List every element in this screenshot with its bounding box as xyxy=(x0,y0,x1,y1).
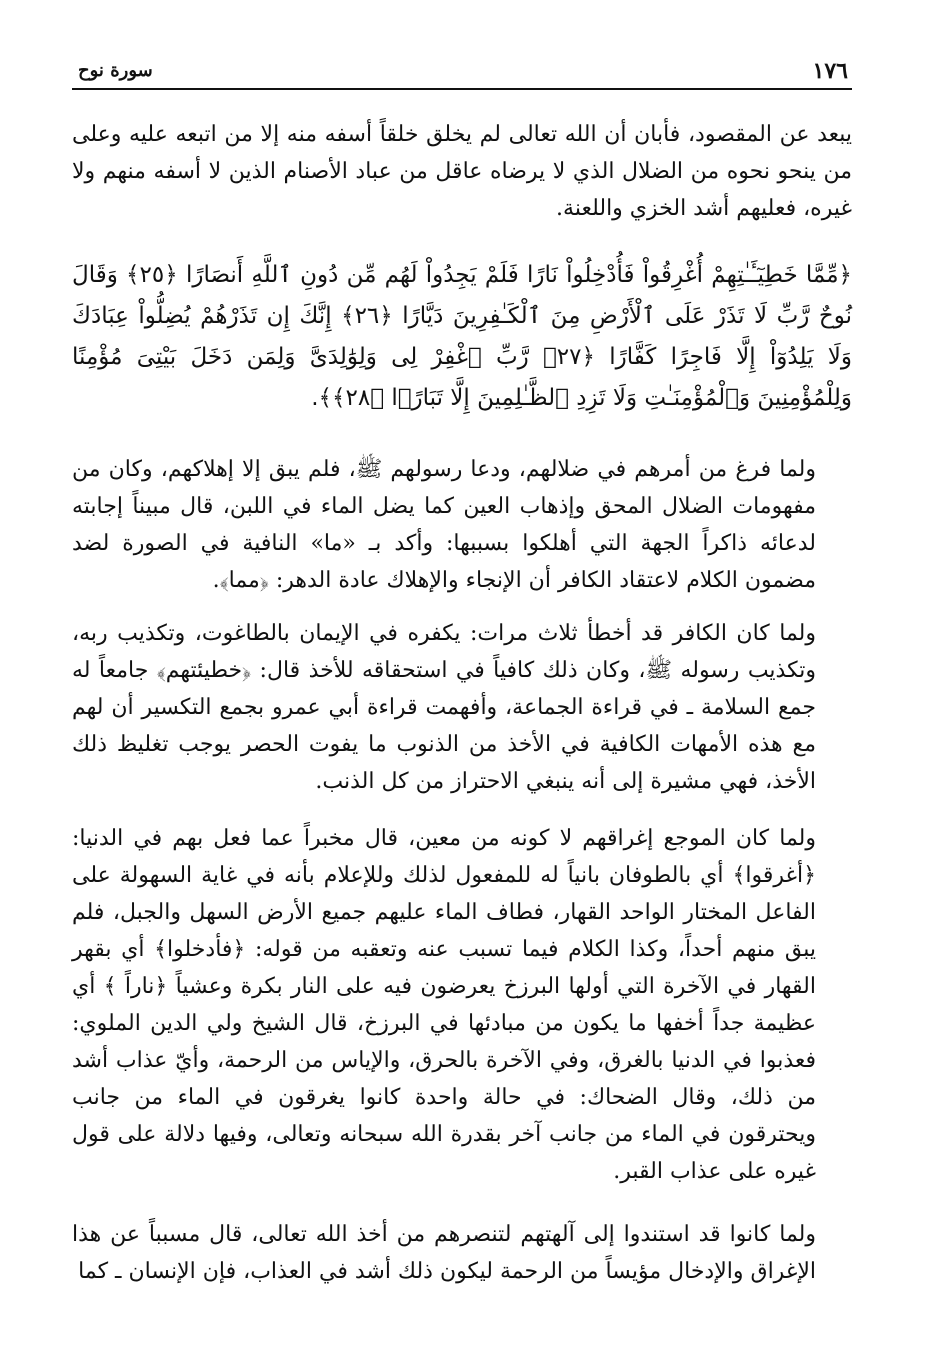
paragraph-intro: يبعد عن المقصود، فأبان أن الله تعالى لم يخلق خلقاً أسفه منه إلا من اتبعه عليه وعلى من ينحو نحوه من الضلال الذي لا يرضاه عاقل من عباد الأصنام الذين لا أسفه منهم ولا غيره، فعليهم أشد الخزي واللعنة. xyxy=(72,122,852,221)
paragraph-commentary-3: ولما كان الموجع إغراقهم لا كونه من معين، قال مخبراً عما فعل بهم في الدنيا: ﴿أغرقوا﴾ أي بالطوفان بانياً له للمفعول لذلك وللإعلام بأنه في غاية السهولة على الفاعل المختار الواحد القهار، فطاف الماء عليهم جميع الأرض السهل والجبل، فلم يبق منهم أحداً، وكذا الكلام فيما تسبب عنه وتعقبه من قوله: ﴿فأدخلوا﴾ أي بقهر القهار في الآخرة التي أولها البرزخ يعرضون فيه على النار بكرة وعشياً ﴿ناراً ﴾ أي عظيمة جداً أخفها ما يكون من مبادئها في البرزخ، قال الشيخ ولي الدين الملوي: فعذبوا في الدنيا بالغرق، وفي الآخرة بالحرق، والإياس من الرحمة، وأيّ عذاب أشد من ذلك، وقال الضحاك: في حالة واحدة كانوا يغرقون في الماء من جانب ويحترقون في الماء من جانب آخر بقدرة الله سبحانه وتعالى، وفيها دلالة على قول غيره على عذاب القبر. xyxy=(72,826,816,1184)
paragraph-commentary-1: ولما فرغ من أمرهم في ضلالهم، ودعا رسولهم ﷺ، فلم يبق إلا إهلاكهم، وكان من مفهومات الضلال المحق وإذهاب العين كما يضل الماء في اللبن، قال مبيناً إجابته لدعائه ذاكراً الجهة التي أهلكوا بسببها: وأكد بـ «ما» النافية في الصورة لضد مضمون الكلام لاعتقاد الكافر أن الإنجاء والإهلاك عادة الدهر: ﴿مما﴾. xyxy=(72,457,816,593)
page-header xyxy=(72,48,852,90)
paragraph-commentary-2: ولما كان الكافر قد أخطأ ثلاث مرات: يكفره في الإيمان بالطاغوت، وتكذيب ربه، وتكذيب رسوله ﷺ، وكان ذلك كافياً في استحقاقه للأخذ قال: ﴿خطيئتهم﴾ جامعاً له جمع السلامة ـ في قراءة الجماعة، وأفهمت قراءة أبي عمرو بجمع التكسير أن لهم مع هذه الأمهات الكافية في الأخذ من الذنوب ما يفوت الحصر يوجب تغليظ ذلك الأخذ، فهي مشيرة إلى أنه ينبغي الاحتراز من كل الذنب. xyxy=(72,621,816,794)
page-number: ١٧٦ xyxy=(812,58,848,84)
book-page xyxy=(72,48,852,1290)
surah-title: سورة نوح xyxy=(78,60,153,81)
paragraph-commentary-4: ولما كانوا قد استندوا إلى آلهتهم لتنصرهم من أخذ الله تعالى، قال مسبباً عن هذا الإغراق والإدخال مؤيساً من الرحمة ليكون ذلك أشد في العذاب، فإن الإنسان ـ كما xyxy=(72,1222,816,1284)
quran-verses: ﴿مِّمَّا خَطِيٓـَٔـٰتِهِمْ أُغْرِقُواْ فَأُدْخِلُواْ نَارًا فَلَمْ يَجِدُواْ لَهُم مِّن دُونِ ٱللَّهِ أَنصَارًا ﴿٢٥﴾ وَقَالَ نُوحٌ رَّبِّ لَا تَذَرْ عَلَى ٱلْأَرْضِ مِنَ ٱلْكَـٰفِرِينَ دَيَّارًا ﴿٢٦﴾ إِنَّكَ إِن تَذَرْهُمْ يُضِلُّواْ عِبَادَكَ وَلَا يَلِدُوٓاْ إِلَّا فَاجِرًا كَفَّارًا ﴿٢٧﴾ رَّبِّ ٱغْفِرْ لِى وَلِوَٰلِدَىَّ وَلِمَن دَخَلَ بَيْتِىَ مُؤْمِنًا وَلِلْمُؤْمِنِينَ وَٱلْمُؤْمِنَـٰتِ وَلَا تَزِدِ ٱلظَّـٰلِمِينَ إِلَّا تَبَارًۢا ﴿٢٨﴾﴾. xyxy=(72,262,853,411)
